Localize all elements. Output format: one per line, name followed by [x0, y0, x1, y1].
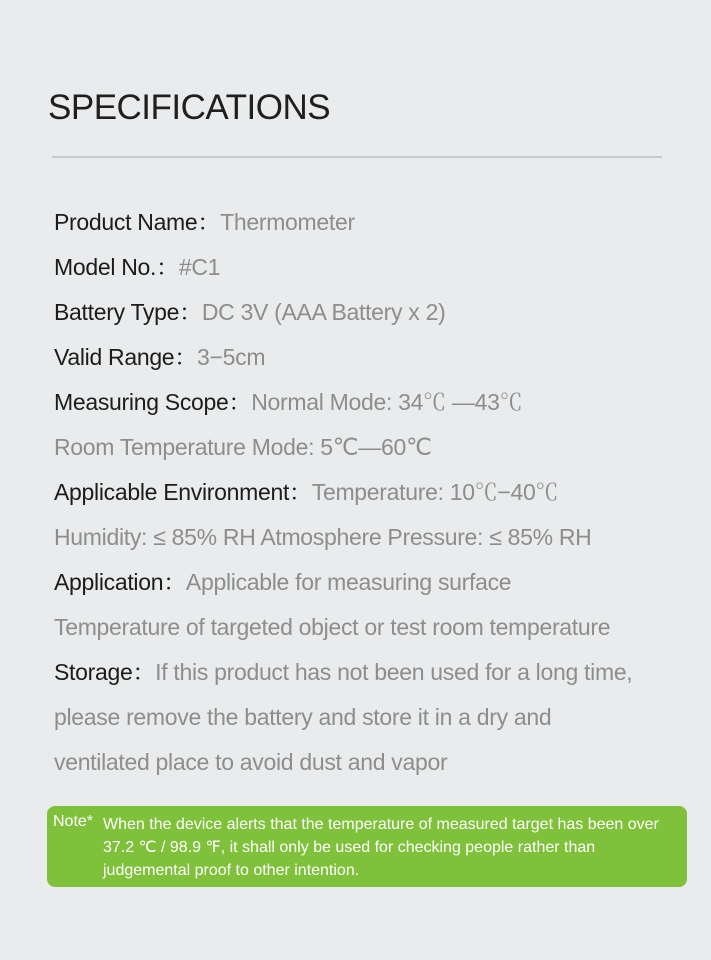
spec-label: Applicable Environment： — [54, 479, 312, 505]
note-box — [47, 806, 687, 887]
spec-value: Thermometer — [220, 209, 355, 235]
spec-label: Measuring Scope： — [54, 389, 252, 415]
page-title: SPECIFICATIONS — [48, 88, 331, 127]
spec-label: Application： — [54, 569, 186, 595]
spec-label: Valid Range： — [54, 344, 198, 370]
spec-value: 3−5cm — [197, 344, 266, 370]
spec-row-model — [54, 248, 694, 293]
spec-value: Temperature: 10℃−40℃ — [311, 479, 559, 505]
spec-row-application-continued: Temperature of targeted object or test room temperature — [54, 614, 611, 640]
spec-row-product-name — [54, 203, 694, 248]
spec-label: Model No.： — [54, 254, 179, 280]
spec-label: Battery Type： — [54, 299, 202, 325]
spec-value: DC 3V (AAA Battery x 2) — [201, 299, 446, 325]
spec-list — [54, 203, 694, 788]
spec-row-storage — [54, 653, 694, 698]
spec-row-battery — [54, 293, 694, 338]
note-text: When the device alerts that the temperature of measured target has been over 37.2 ℃ / 98.9 ℉, it shall only be used for checking people rather than judgemental proof to other intention. — [103, 816, 659, 879]
note-prefix: Note* — [53, 813, 94, 830]
spec-row-scope-continued: Room Temperature Mode: 5℃—60℃ — [54, 434, 432, 460]
spec-value: Normal Mode: 34℃ —43℃ — [251, 389, 523, 415]
spec-value: If this product has not been used for a long time, — [155, 659, 633, 685]
spec-row-storage-continued-2: ventilated place to avoid dust and vapor — [54, 749, 448, 775]
spec-label: Storage： — [54, 659, 156, 685]
title-divider — [52, 156, 662, 158]
spec-value: Applicable for measuring surface — [185, 569, 512, 595]
spec-row-application — [54, 563, 694, 608]
spec-row-range — [54, 338, 694, 383]
spec-label: Product Name： — [54, 209, 221, 235]
spec-row-environment-continued: Humidity: ≤ 85% RH Atmosphere Pressure: ≤ 85% RH — [54, 524, 592, 550]
spec-row-environment — [54, 473, 694, 518]
spec-value: #C1 — [178, 254, 221, 280]
spec-row-storage-continued: please remove the battery and store it in a dry and — [54, 704, 552, 730]
spec-row-scope — [54, 383, 694, 428]
